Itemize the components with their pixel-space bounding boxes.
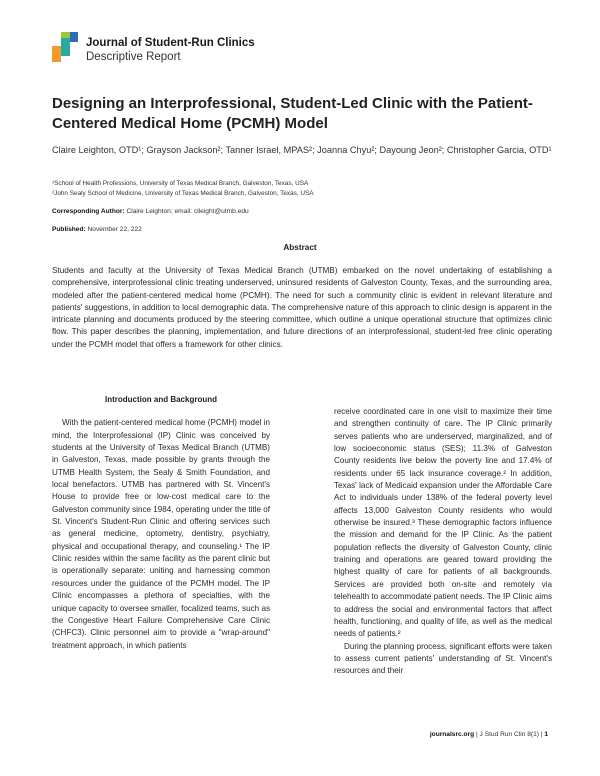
corresponding-value[interactable]: Claire Leighton; email: clleight@utmb.edu [126,208,249,215]
published-date [52,226,142,233]
corresponding-author [52,208,249,215]
logo-green-block [61,32,70,38]
published-value: November 22, 222 [87,226,142,233]
affiliation-1: ¹School of Health Professions, University of Texas Medical Branch, Galveston, Texas, USA [52,180,309,187]
right-column [334,406,552,678]
report-type: Descriptive Report [86,51,181,63]
abstract-body: Students and faculty at the University of Texas Medical Branch (UTMB) embarked on the novel undertaking of establishing a comprehensive, interprofessional clinic treating underserved, uninsured residents of Galveston County, Texas, and the surrounding area, modeled after the patient-centered medical home (PCMH). The need for such a community clinic is evident in relevant literature and patients' suggestions, in addition to local demographic data. The comprehensive nature of this approach to clinic design is apparent in the intricate planning and documents produced by the steering committee, which outline a unique operational structure that optimizes clinic flow. This paper describes the planning, implementation, and future directions of an interprofessional, student-led free clinic operating under the PCMH model that offers a framework for other clinics. [52,266,552,349]
logo-teal-block [61,38,70,56]
page-footer [430,731,548,738]
author-list: Claire Leighton, OTD¹; Grayson Jackson²; Tanner Israel, MPAS²; Joanna Chyu²; Dayoung Jeon²; Christopher Garcia, OTD¹ [52,145,552,155]
logo-orange-block [52,46,61,62]
logo-blue-block [70,32,78,42]
left-column [52,394,270,652]
intro-paragraph-1: With the patient-centered medical home (PCMH) model in mind, the Interprofessional (IP) Clinic was conceived by students at the University of Texas Medical Branch (UTMB) in Galveston, Texas, made possible by grants through the UTMB Health System, the Sealy & Smith Foundation, and local benefactors. UTMB has partnered with St. Vincent's House to provide free or low-cost medical care to the Galveston community since 1984, operating under the title of St. Vincent's Student-Run Clinic and offering services such as general medicine, optometry, dentistry, psychiatry, physical and occupational therapy, and counseling.¹ The IP Clinic resides within the same facility as the parent clinic but is operationally separate: uniting and harnessing common resources under the guidance of the PCMH model. The IP Clinic encompasses a plethora of specialties, with the unique capacity to oversee smaller, focalized teams, such as the Congestive Heart Failure Comprehensive Care Clinic (CHFC3). Clinic personnel aim to provide a "wrap-around" treatment approach, in which patients [52,418,270,650]
footer-citation: | J Stud Run Clin 8(1) | [476,731,543,738]
journal-name: Journal of Student-Run Clinics [86,37,255,49]
corresponding-label: Corresponding Author: [52,208,125,215]
section-heading-introduction: Introduction and Background [105,395,217,404]
published-label: Published: [52,226,86,233]
footer-page-number: 1 [544,731,548,738]
journal-logo-icon [52,32,78,62]
article-title: Designing an Interprofessional, Student-Led Clinic with the Patient-Centered Medical Home (PCMH) Model [52,95,533,132]
footer-site-link[interactable]: journalsrc.org [429,731,475,738]
intro-paragraph-1-continued: receive coordinated care in one visit to maximize their time and strengthen continuity of care. The IP Clinic primarily serves patients who are underserved, marginalized, and of low socioeconomic status (SES); 11.3% of Galveston County residents live below the poverty line and 17.4% of residents under 65 lack insurance coverage.² In addition, Texas' lack of Medicaid expansion under the Affordable Care Act to individuals under 138% of the federal poverty level affects 13,000 Galveston County residents who would otherwise be insured.³ These demographic factors influence the mission and demand for the IP Clinic. As the patient population reflects the diversity of Galveston County, clinic training and operations are geared toward providing the highest quality of care for patients of all backgrounds. Services are provided both on-site and remotely via telehealth to accommodate patient needs. The IP Clinic aims to address the social and environmental factors that affect health, functioning, and quality of life, as well as the medical needs of patients.² [334,407,552,639]
intro-paragraph-2: During the planning process, significant efforts were taken to assess current patients' understanding of St. Vincent's resources and their [334,641,552,676]
abstract-heading: Abstract [283,243,317,252]
affiliation-2: ²John Sealy School of Medicine, University of Texas Medical Branch, Galveston, Texas, USA [52,190,314,197]
